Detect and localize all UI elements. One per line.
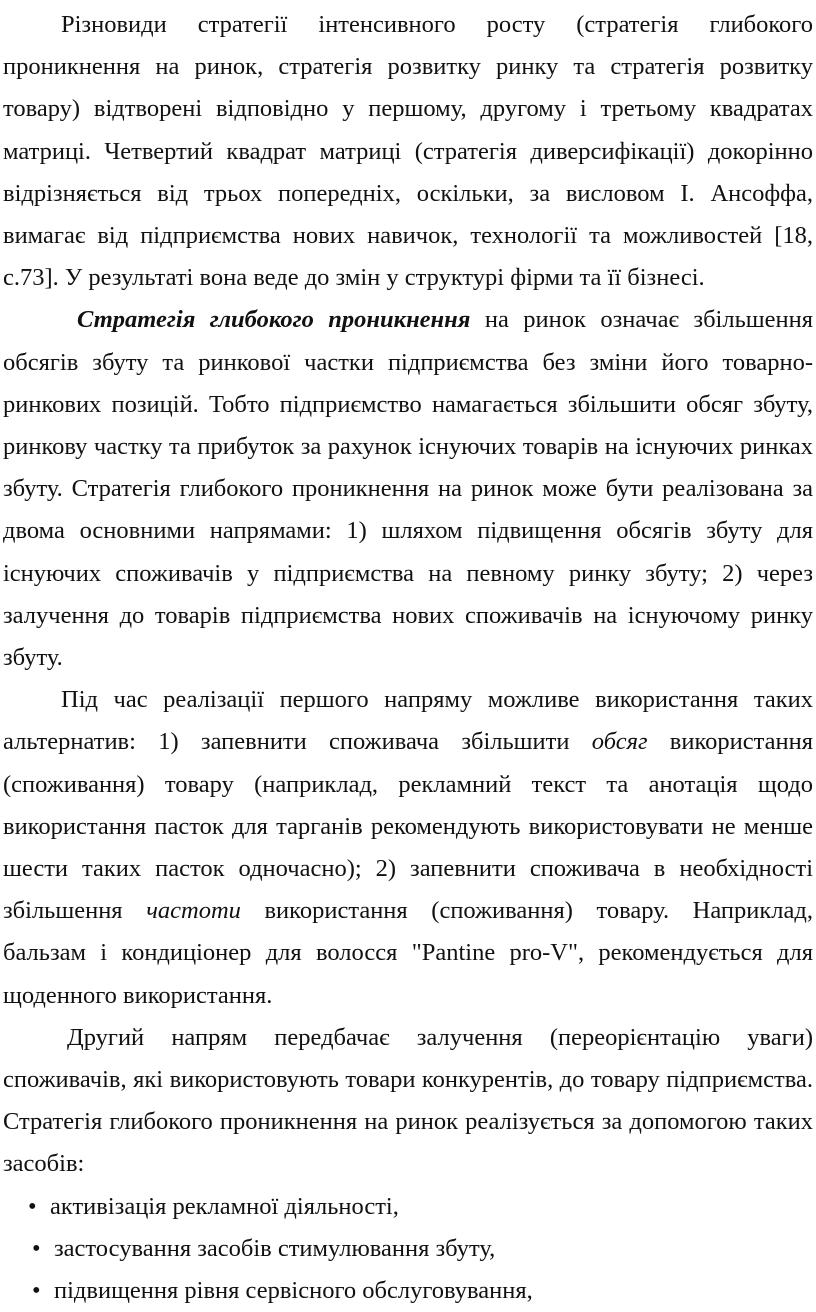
paragraph-deep-penetration <box>3 299 813 679</box>
emphasis-frequency: частоти <box>146 897 241 925</box>
means-list <box>0 1186 816 1312</box>
list-item <box>0 1270 816 1312</box>
paragraph-intensive-growth <box>3 4 813 299</box>
list-item-text: активізація рекламної діяльності, <box>50 1192 399 1220</box>
paragraph-text-part: використання (споживання) товару (наприклад, рекламний текст та анотація щодо використання пасток для тарганів рекомендують використовувати не менше шести таких пасток одночасно); 2) запевнити споживача в необхідності збільшення <box>3 728 814 925</box>
emphasis-volume: обсяг <box>591 728 648 756</box>
paragraph-text: на ринок означає збільшення обсягів збуту та ринкової частки підприємства без зміни його товарно-ринкових позицій. Тобто підприємство намагається збільшити обсяг збуту, ринкову частку та прибуток за рахунок існуючих товарів на існуючих ринках збуту. Стратегія глибокого проникнення на ринок може бути реалізована за двома основними напрямами: 1) шляхом підвищення обсягів збуту для існуючих споживачів у підприємства на певному ринку збуту; 2) через залучення до товарів підприємства нових споживачів на існуючому ринку збуту. <box>3 306 813 672</box>
list-item <box>0 1186 816 1228</box>
paragraph-text-part: використання (споживання) товару. Наприклад, бальзам і кондиціонер для волосся "Pantine pro-V", рекомендується для щоденного використання. <box>3 897 813 1009</box>
bullet-marker: • <box>32 1277 41 1305</box>
paragraph-text: Різновиди стратегії інтенсивного росту (стратегія глибокого проникнення на ринок, стратегія розвитку ринку та стратегія розвитку товару) відтворені відповідно у першому, другому і третьому квадратах матриці. Четвертий квадрат матриці (стратегія диверсифікації) докорінно відрізняється від трьох попередніх, оскільки, за висловом І. Ансоффа, вимагає від підприємства нових навичок, технології та можливостей [18, с.73]. У результаті вона веде до змін у структурі фірми та її бізнесі. <box>3 11 813 292</box>
list-item-text: застосування засобів стимулювання збуту, <box>54 1234 496 1262</box>
paragraph-second-direction <box>3 1017 813 1186</box>
paragraph-text: Другий напрям передбачає залучення (переорієнтацію уваги) споживачів, які використовують товари конкурентів, до товару підприємства. Стратегія глибокого проникнення на ринок реалізується за допомогою таких засобів: <box>3 1023 813 1178</box>
list-item-text: підвищення рівня сервісного обслуговування, <box>54 1277 533 1305</box>
paragraph-first-direction <box>3 679 813 1017</box>
bullet-marker: • <box>32 1234 41 1262</box>
paragraph-text-part: Під час реалізації першого напряму можливе використання таких альтернатив: 1) запевнити споживача збільшити <box>3 686 813 756</box>
list-item <box>0 1228 816 1270</box>
bullet-marker: • <box>28 1192 37 1220</box>
strategy-term: Стратегія глибокого проникнення <box>77 306 471 334</box>
